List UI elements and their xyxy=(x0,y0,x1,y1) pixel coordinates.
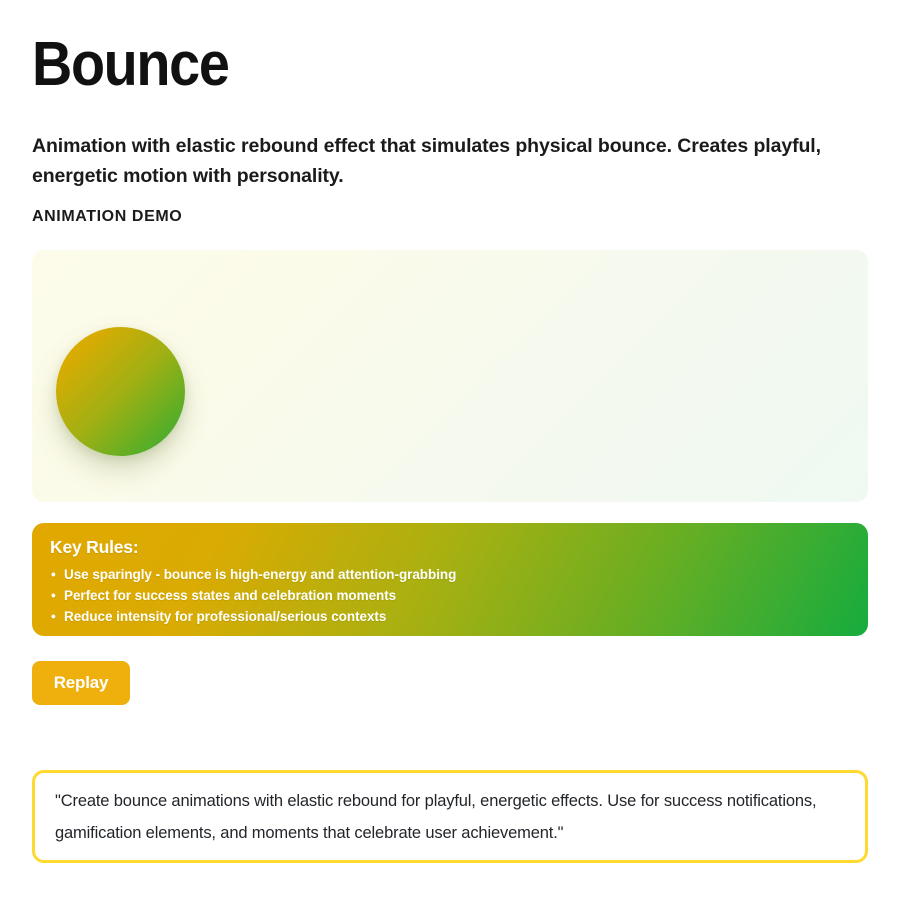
key-rules-title: Key Rules: xyxy=(50,537,139,557)
page-title: Bounce xyxy=(32,30,229,99)
key-rules-item: • Reduce intensity for professional/serious contexts xyxy=(50,606,850,627)
key-rules-list xyxy=(50,564,850,627)
key-rules-panel xyxy=(32,523,868,636)
key-rules-item: • Use sparingly - bounce is high-energy and attention-grabbing xyxy=(50,564,850,585)
key-rules-item: • Perfect for success states and celebration moments xyxy=(50,585,850,606)
bounce-ball xyxy=(56,327,185,456)
prompt-quote-text: "Create bounce animations with elastic rebound for playful, energetic effects. Use for success notifications, gamification elements, and moments that celebrate user achievement." xyxy=(55,791,817,842)
replay-button[interactable]: Replay xyxy=(32,661,130,705)
animation-demo-label: ANIMATION DEMO xyxy=(32,208,183,225)
animation-demo-stage xyxy=(32,250,868,502)
prompt-quote-box xyxy=(32,770,868,863)
page-description: Animation with elastic rebound effect that simulates physical bounce. Creates playful, energetic motion with personality. xyxy=(32,135,821,187)
